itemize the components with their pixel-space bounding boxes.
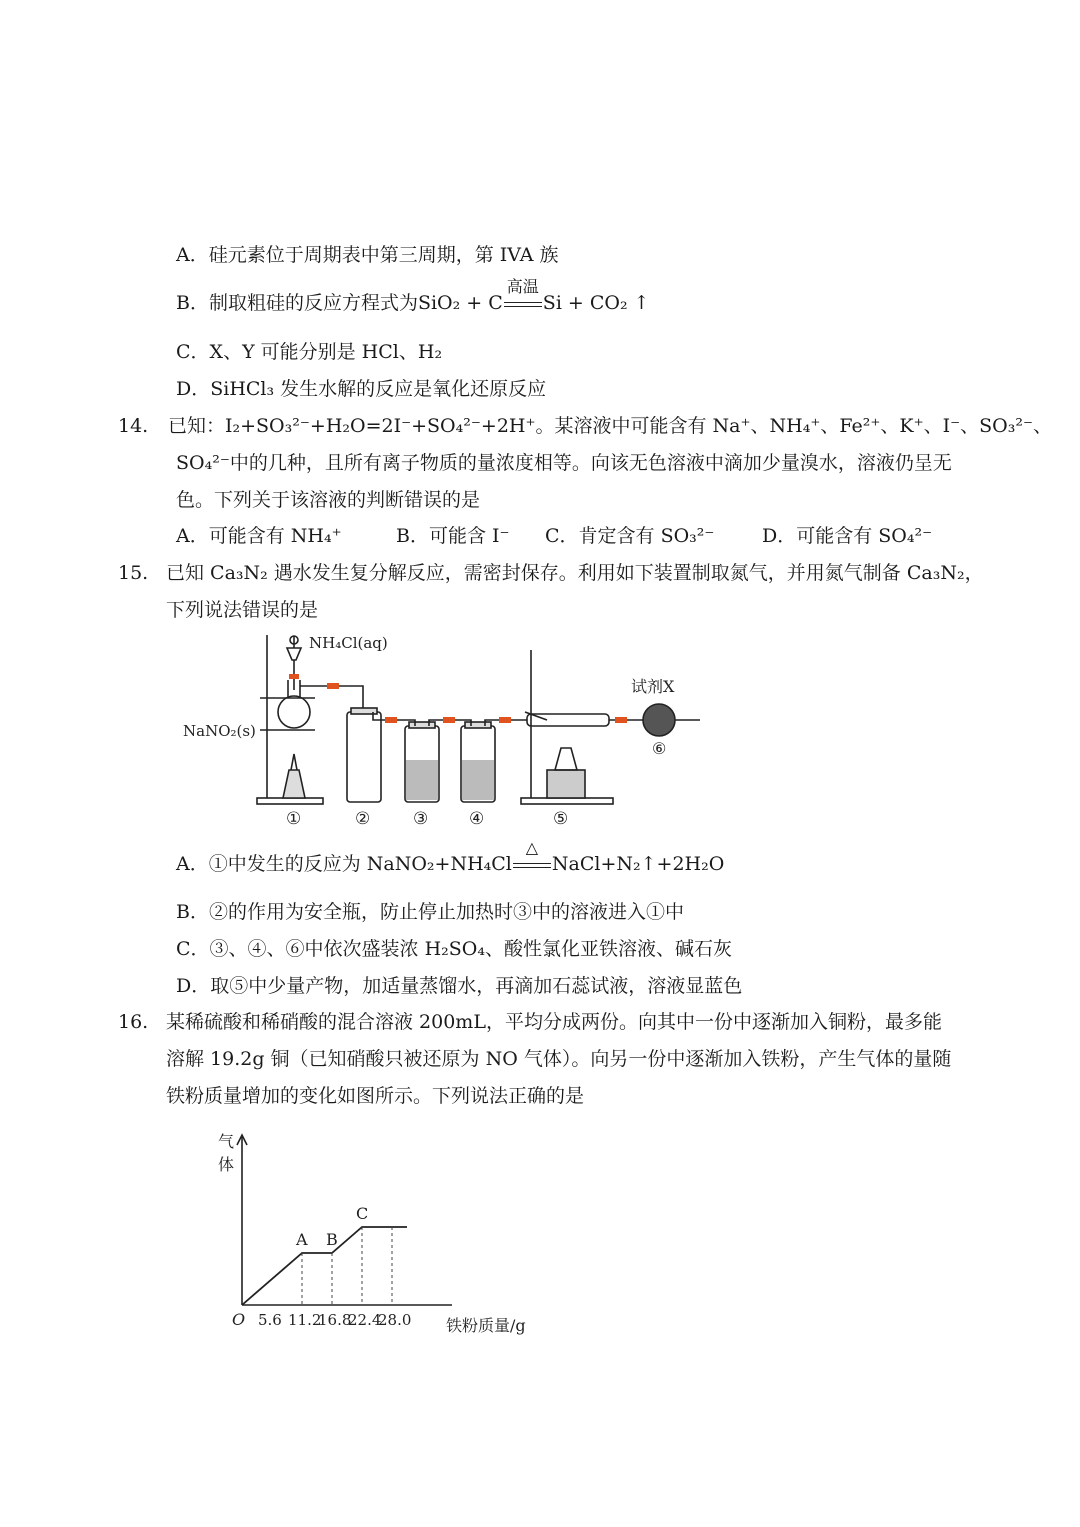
caption-1: ① (286, 809, 302, 829)
q13-option-b-products: Si + CO₂ ↑ (542, 292, 650, 314)
caption-3: ③ (413, 809, 429, 829)
x-tick-label: 28.0 (378, 1311, 412, 1329)
q14-option-a: A．可能含有 NH₄⁺ (176, 525, 342, 547)
y-axis-label-line2: 体 (218, 1155, 235, 1174)
reaction-condition-arrow (503, 277, 543, 316)
x-tick-label: 11.2 (288, 1311, 322, 1329)
q13-option-b-reactants: SiO₂ + C (417, 292, 503, 314)
q14-stem-line1: 已知：I₂+SO₃²⁻+H₂O=2I⁻+SO₄²⁻+2H⁺。某溶液中可能含有 Na⁺、NH₄⁺、Fe²⁺、K⁺、I⁻、SO₃²⁻、 (168, 415, 1053, 437)
apparatus-diagram (175, 630, 715, 830)
q15-number: 15. (118, 562, 149, 584)
q13-option-b-condition: 高温 (506, 277, 539, 296)
q14-number: 14. (118, 415, 149, 437)
q13-option-c: C．X、Y 可能分别是 HCl、H₂ (176, 341, 443, 363)
q13-option-a: A．硅元素位于周期表中第三周期，第 IVA 族 (176, 244, 559, 266)
point-label-c: C (356, 1204, 369, 1223)
q16-stem-line3: 铁粉质量增加的变化如图所示。下列说法正确的是 (166, 1085, 585, 1107)
gas-vs-iron-chart (200, 1125, 560, 1345)
q15-option-d: D．取⑤中少量产物，加适量蒸馏水，再滴加石蕊试液，溶液显蓝色 (176, 975, 743, 997)
q15-option-a (176, 838, 725, 877)
y-axis-label-line1: 气 (218, 1132, 235, 1151)
label-reagent-x: 试剂X (631, 677, 675, 696)
point-label-b: B (326, 1230, 338, 1249)
q15-stem-line1: 已知 Ca₃N₂ 遇水发生复分解反应，需密封保存。利用如下装置制取氮气，并用氮气制备 Ca₃N₂， (166, 562, 984, 584)
caption-4: ④ (469, 809, 485, 829)
x-tick-label: 22.4 (348, 1311, 382, 1329)
label-nh4cl: NH₄Cl(aq) (309, 634, 388, 652)
q15-option-a-condition: △ (525, 838, 539, 857)
q14-option-b: B．可能含 I⁻ (396, 525, 510, 547)
q14-option-c: C．肯定含有 SO₃²⁻ (545, 525, 715, 547)
q13-option-d: D．SiHCl₃ 发生水解的反应是氧化还原反应 (176, 378, 547, 400)
q15-option-a-suffix: NaCl+N₂↑+2H₂O (551, 853, 725, 875)
caption-5: ⑤ (553, 809, 569, 829)
q15-stem-line2: 下列说法错误的是 (166, 599, 319, 621)
q16-number: 16. (118, 1011, 149, 1033)
point-label-a: A (296, 1230, 308, 1249)
q14-stem-line2: SO₄²⁻中的几种，且所有离子物质的量浓度相等。向该无色溶液中滴加少量溴水，溶液仍呈无 (176, 452, 952, 474)
q16-stem-line2: 溶解 19.2g 铜（已知硝酸只被还原为 NO 气体）。向另一份中逐渐加入铁粉，产生气体的量随 (166, 1048, 952, 1070)
gas-line (242, 1227, 407, 1305)
label-six: ⑥ (652, 739, 667, 758)
x-tick-label: 16.8 (318, 1311, 352, 1329)
q13-option-b (176, 277, 650, 316)
origin-label: O (232, 1310, 246, 1329)
caption-2: ② (355, 809, 371, 829)
q15-option-a-prefix: A．①中发生的反应为 NaNO₂+NH₄Cl (176, 853, 512, 875)
x-tick-label: 5.6 (258, 1311, 282, 1329)
q15-option-c: C．③、④、⑥中依次盛装浓 H₂SO₄、酸性氯化亚铁溶液、碱石灰 (176, 938, 732, 960)
q15-option-b: B．②的作用为安全瓶，防止停止加热时③中的溶液进入①中 (176, 901, 684, 923)
x-axis-label: 铁粉质量/g (446, 1316, 526, 1335)
q14-stem-line3: 色。下列关于该溶液的判断错误的是 (176, 489, 481, 511)
q16-stem-line1: 某稀硫酸和稀硝酸的混合溶液 200mL，平均分成两份。向其中一份中逐渐加入铜粉，最多能 (166, 1011, 942, 1033)
label-nano2: NaNO₂(s) (183, 722, 256, 740)
q13-option-b-prefix: B．制取粗硅的反应方程式为 (176, 292, 418, 314)
reaction-condition-arrow (512, 838, 552, 877)
q14-option-d: D．可能含有 SO₄²⁻ (762, 525, 933, 547)
